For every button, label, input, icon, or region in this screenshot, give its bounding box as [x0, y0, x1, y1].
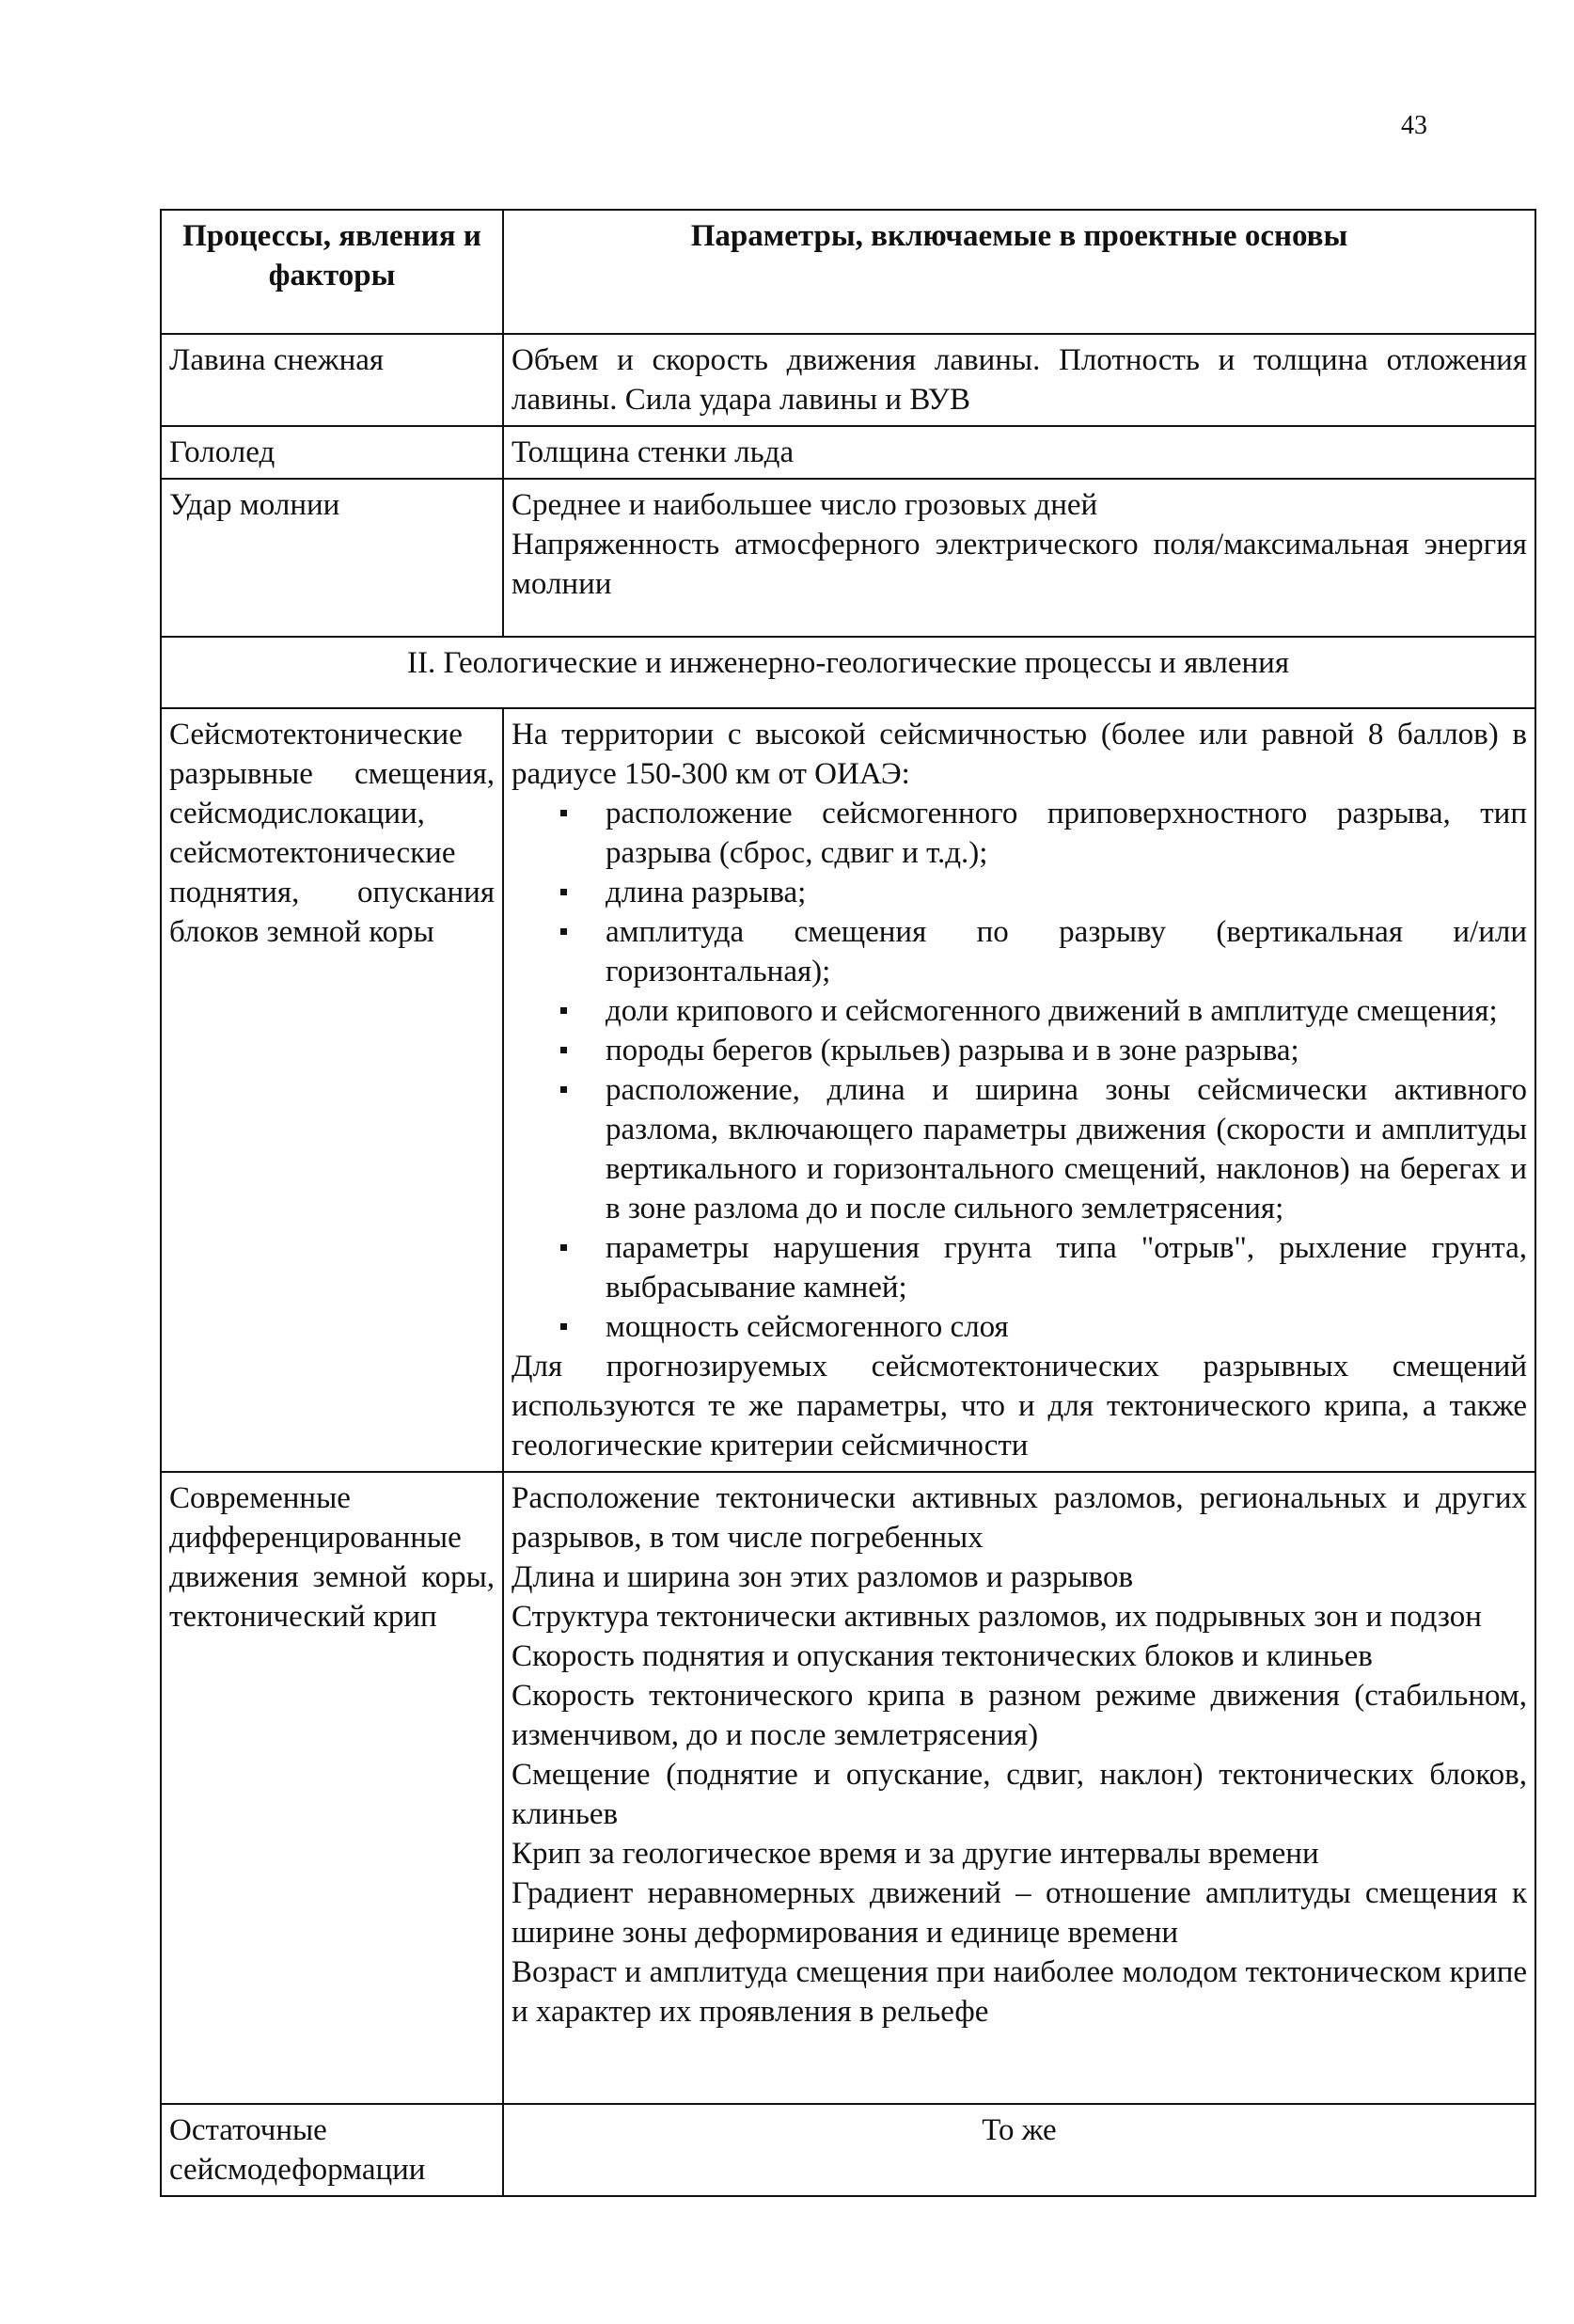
section-title: II. Геологические и инженерно-геологические процессы и явления [161, 637, 1535, 708]
table-row [161, 426, 1535, 479]
table-row [161, 1472, 1535, 2104]
bullet-list [512, 794, 1527, 1347]
list-item: доли крипового и сейсмогенного движений в амплитуде смещения; [512, 991, 1527, 1031]
list-item: породы берегов (крыльев) разрыва и в зоне разрыва; [512, 1031, 1527, 1070]
param-line: Скорость поднятия и опускания тектонических блоков и клиньев [512, 1639, 1373, 1673]
table-row [161, 334, 1535, 426]
list-item: длина разрыва; [512, 873, 1527, 912]
param-line: Градиент неравномерных движений – отношение амплитуды смещения к ширине зоны деформирования и единице времени [512, 1876, 1527, 1950]
process-cell: Лавина снежная [161, 334, 503, 426]
param-outro: Для прогнозируемых сейсмотектонических разрывных смещений используются те же параметры, что и для тектонического крипа, а также геологические критерии сейсмичности [512, 1350, 1527, 1462]
param-line: Возраст и амплитуда смещения при наиболее молодом тектоническом крипе и характер их проявления в рельефе [512, 1955, 1527, 2029]
param-line: Напряженность атмосферного электрического поля/максимальная энергия молнии [512, 528, 1527, 601]
list-item: мощность сейсмогенного слоя [512, 1307, 1527, 1347]
list-item: параметры нарушения грунта типа "отрыв", рыхление грунта, выбрасывание камней; [512, 1228, 1527, 1307]
param-line: Среднее и наибольшее число грозовых дней [512, 488, 1098, 522]
params-cell [503, 708, 1535, 1472]
parameters-table [160, 209, 1536, 2197]
process-cell: Сейсмотектонические разрывные смещения, сейсмодислокации, сейсмотектонические поднятия, опускания блоков земной коры [161, 708, 503, 1472]
process-cell: Остаточные сейсмодеформации [161, 2104, 503, 2196]
param-line: Структура тектонически активных разломов, их подрывных зон и подзон [512, 1600, 1482, 1634]
process-cell: Современные дифференцированные движения земной коры, тектонический крип [161, 1472, 503, 2104]
list-item: расположение сейсмогенного приповерхностного разрыва, тип разрыва (сброс, сдвиг и т.д.); [512, 794, 1527, 873]
header-processes: Процессы, явления и факторы [161, 210, 503, 334]
list-item: расположение, длина и ширина зоны сейсмически активного разлома, включающего параметры движения (скорости и амплитуды вертикального и горизонтального смещений, наклонов) на берегах и в зоне разлома до и после сильного землетрясения; [512, 1070, 1527, 1228]
section-row [161, 637, 1535, 708]
param-line: Длина и ширина зон этих разломов и разрывов [512, 1560, 1134, 1594]
params-cell: То же [503, 2104, 1535, 2196]
param-intro: На территории с высокой сейсмичностью (более или равной 8 баллов) в радиусе 150-300 км от ОИАЭ: [512, 718, 1527, 791]
process-cell: Удар молнии [161, 479, 503, 637]
table-header-row [161, 210, 1535, 334]
table-row [161, 2104, 1535, 2196]
header-parameters: Параметры, включаемые в проектные основы [503, 210, 1535, 334]
page-number: 43 [1401, 111, 1427, 140]
param-line: Крип за геологическое время и за другие интервалы времени [512, 1837, 1319, 1871]
table-row [161, 479, 1535, 637]
param-line: Смещение (поднятие и опускание, сдвиг, наклон) тектонических блоков, клиньев [512, 1758, 1527, 1831]
params-cell [503, 479, 1535, 637]
params-cell: Толщина стенки льда [503, 426, 1535, 479]
param-line: Скорость тектонического крипа в разном режиме движения (стабильном, изменчивом, до и после землетрясения) [512, 1679, 1527, 1752]
params-cell: Объем и скорость движения лавины. Плотность и толщина отложения лавины. Сила удара лавины и ВУВ [503, 334, 1535, 426]
process-cell: Гололед [161, 426, 503, 479]
list-item: амплитуда смещения по разрыву (вертикальная и/или горизонтальная); [512, 912, 1527, 991]
params-cell [503, 1472, 1535, 2104]
table-row [161, 708, 1535, 1472]
param-line: Расположение тектонически активных разломов, региональных и других разрывов, в том числе погребенных [512, 1481, 1527, 1555]
